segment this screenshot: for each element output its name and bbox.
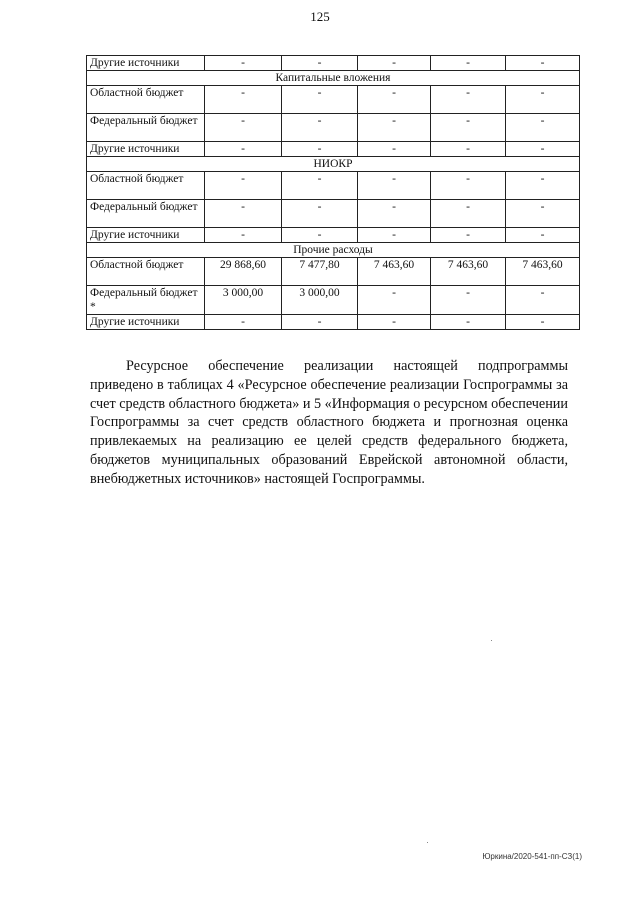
table-row bbox=[87, 258, 580, 286]
table-row bbox=[87, 228, 580, 243]
row-label: Федеральный бюджет bbox=[87, 114, 205, 142]
table-cell: - bbox=[358, 315, 431, 330]
table-body bbox=[87, 56, 580, 330]
table-cell: - bbox=[431, 286, 506, 315]
table-cell: - bbox=[431, 114, 506, 142]
row-label: Областной бюджет bbox=[87, 258, 205, 286]
table-row bbox=[87, 172, 580, 200]
table-cell: - bbox=[358, 86, 431, 114]
table-cell: - bbox=[431, 315, 506, 330]
table-cell: - bbox=[358, 200, 431, 228]
table-cell: - bbox=[282, 86, 358, 114]
table-cell: - bbox=[282, 200, 358, 228]
page-number: 125 bbox=[310, 9, 330, 24]
table-cell: - bbox=[431, 56, 506, 71]
table-cell: 29 868,60 bbox=[205, 258, 282, 286]
table-cell: - bbox=[506, 172, 580, 200]
table-cell: - bbox=[358, 172, 431, 200]
table-cell: - bbox=[431, 86, 506, 114]
table-row bbox=[87, 286, 580, 315]
table-cell: - bbox=[506, 200, 580, 228]
table-cell: - bbox=[282, 56, 358, 71]
table-cell: 7 477,80 bbox=[282, 258, 358, 286]
table-cell: - bbox=[282, 228, 358, 243]
table-cell: - bbox=[506, 315, 580, 330]
table-cell: - bbox=[358, 114, 431, 142]
row-label: Федеральный бюджет * bbox=[87, 286, 205, 315]
table-cell: 7 463,60 bbox=[506, 258, 580, 286]
table-cell: 7 463,60 bbox=[431, 258, 506, 286]
section-row bbox=[87, 71, 580, 86]
section-title: Прочие расходы bbox=[87, 243, 580, 258]
table-row bbox=[87, 315, 580, 330]
section-row bbox=[87, 157, 580, 172]
table-cell: - bbox=[358, 56, 431, 71]
table-cell: - bbox=[205, 86, 282, 114]
table-cell: - bbox=[282, 142, 358, 157]
document-code: Юркина/2020-541-пп-СЗ(1) bbox=[482, 852, 582, 861]
table-cell: - bbox=[205, 200, 282, 228]
table-cell: - bbox=[358, 142, 431, 157]
row-label: Другие источники bbox=[87, 315, 205, 330]
table-cell: - bbox=[506, 114, 580, 142]
table-cell: 7 463,60 bbox=[358, 258, 431, 286]
section-title: НИОКР bbox=[87, 157, 580, 172]
scan-speck bbox=[427, 842, 428, 843]
table-cell: - bbox=[205, 315, 282, 330]
row-label: Областной бюджет bbox=[87, 172, 205, 200]
table-cell: - bbox=[506, 228, 580, 243]
table-cell: - bbox=[506, 286, 580, 315]
table-cell: - bbox=[282, 315, 358, 330]
table-cell: - bbox=[282, 114, 358, 142]
row-label: Другие источники bbox=[87, 228, 205, 243]
table-cell: - bbox=[506, 56, 580, 71]
row-label: Другие источники bbox=[87, 142, 205, 157]
table-cell: - bbox=[205, 172, 282, 200]
table-cell: - bbox=[431, 142, 506, 157]
row-label: Областной бюджет bbox=[87, 86, 205, 114]
table-cell: 3 000,00 bbox=[205, 286, 282, 315]
table-cell: - bbox=[205, 56, 282, 71]
row-label: Другие источники bbox=[87, 56, 205, 71]
body-paragraph: Ресурсное обеспечение реализации настоящей подпрограммы приведено в таблицах 4 «Ресурсное обеспечение реализации Госпрограммы за счет средств областного бюджета» и 5 «Информация о ресурсном обеспечении Госпрограммы за счет средств областного бюджета и прогнозная оценка привлекаемых на реализацию ее целей средств федерального бюджета, бюджетов муниципальных образований Еврейской автономной области, внебюджетных источников» настоящей Госпрограммы. bbox=[90, 358, 568, 487]
table-row bbox=[87, 56, 580, 71]
table-cell: - bbox=[205, 114, 282, 142]
table-row bbox=[87, 86, 580, 114]
table-row bbox=[87, 114, 580, 142]
table-cell: - bbox=[431, 200, 506, 228]
scan-speck bbox=[491, 640, 492, 641]
section-title: Капитальные вложения bbox=[87, 71, 580, 86]
section-row bbox=[87, 243, 580, 258]
table-cell: - bbox=[205, 228, 282, 243]
table-cell: - bbox=[282, 172, 358, 200]
table-cell: - bbox=[358, 286, 431, 315]
table-row bbox=[87, 200, 580, 228]
table-cell: - bbox=[431, 228, 506, 243]
table-cell: - bbox=[431, 172, 506, 200]
table-cell: 3 000,00 bbox=[282, 286, 358, 315]
table-row bbox=[87, 142, 580, 157]
table-cell: - bbox=[506, 142, 580, 157]
table-cell: - bbox=[358, 228, 431, 243]
resource-table bbox=[86, 55, 580, 330]
row-label: Федеральный бюджет bbox=[87, 200, 205, 228]
table-cell: - bbox=[506, 86, 580, 114]
table-cell: - bbox=[205, 142, 282, 157]
